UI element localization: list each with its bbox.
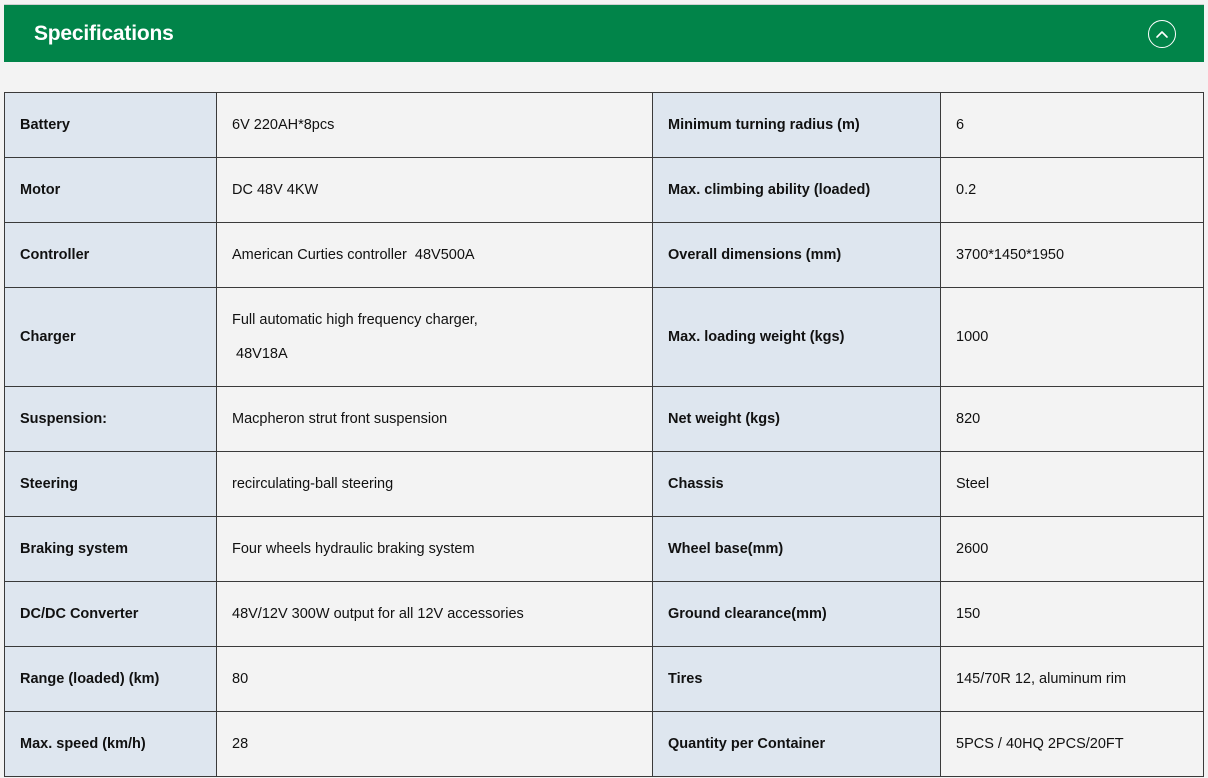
spec-value: recirculating-ball steering [217,452,653,517]
section-title: Specifications [34,21,174,45]
spec-label: Wheel base(mm) [653,517,941,582]
table-row [5,452,1204,517]
spec-value: Four wheels hydraulic braking system [217,517,653,582]
chevron-up-icon[interactable] [1148,20,1176,48]
spec-value: 2600 [941,517,1204,582]
spec-value: 820 [941,387,1204,452]
spec-value: 1000 [941,288,1204,387]
specifications-table [4,92,1204,777]
spec-value: 0.2 [941,158,1204,223]
spec-value [217,288,653,387]
spec-value: 6 [941,93,1204,158]
table-row [5,387,1204,452]
spec-value [217,223,653,288]
spec-value: Steel [941,452,1204,517]
spec-label: Overall dimensions (mm) [653,223,941,288]
spec-label: Net weight (kgs) [653,387,941,452]
spec-value: 6V 220AH*8pcs [217,93,653,158]
spec-label: DC/DC Converter [5,582,217,647]
spec-label: Max. climbing ability (loaded) [653,158,941,223]
spec-value: 48V/12V 300W output for all 12V accessories [217,582,653,647]
table-row [5,288,1204,387]
spec-label: Minimum turning radius (m) [653,93,941,158]
spec-label: Max. loading weight (kgs) [653,288,941,387]
table-row [5,647,1204,712]
spec-value: 80 [217,647,653,712]
spec-value: 28 [217,712,653,777]
table-row [5,93,1204,158]
spec-label: Charger [5,288,217,387]
spec-label: Quantity per Container [653,712,941,777]
table-row [5,517,1204,582]
table-row [5,158,1204,223]
spec-label: Ground clearance(mm) [653,582,941,647]
spec-value: DC 48V 4KW [217,158,653,223]
spec-label: Max. speed (km/h) [5,712,217,777]
table-row [5,712,1204,777]
spec-value: 145/70R 12, aluminum rim [941,647,1204,712]
spec-label: Motor [5,158,217,223]
table-row [5,582,1204,647]
table-row [5,223,1204,288]
spec-label: Suspension: [5,387,217,452]
spec-label: Chassis [653,452,941,517]
spec-value-text: American Curties controller 48V500A [232,247,475,263]
spec-label: Steering [5,452,217,517]
spec-label: Controller [5,223,217,288]
spec-label: Tires [653,647,941,712]
spec-value: 150 [941,582,1204,647]
spec-label: Battery [5,93,217,158]
spec-label: Braking system [5,517,217,582]
spec-value-line: 48V18A [232,346,288,362]
spec-label: Range (loaded) (km) [5,647,217,712]
spec-value: 3700*1450*1950 [941,223,1204,288]
spec-value: 5PCS / 40HQ 2PCS/20FT [941,712,1204,777]
spec-value: Macpheron strut front suspension [217,387,653,452]
spec-value-line: Full automatic high frequency charger, [232,312,478,328]
specifications-header[interactable] [4,4,1204,62]
